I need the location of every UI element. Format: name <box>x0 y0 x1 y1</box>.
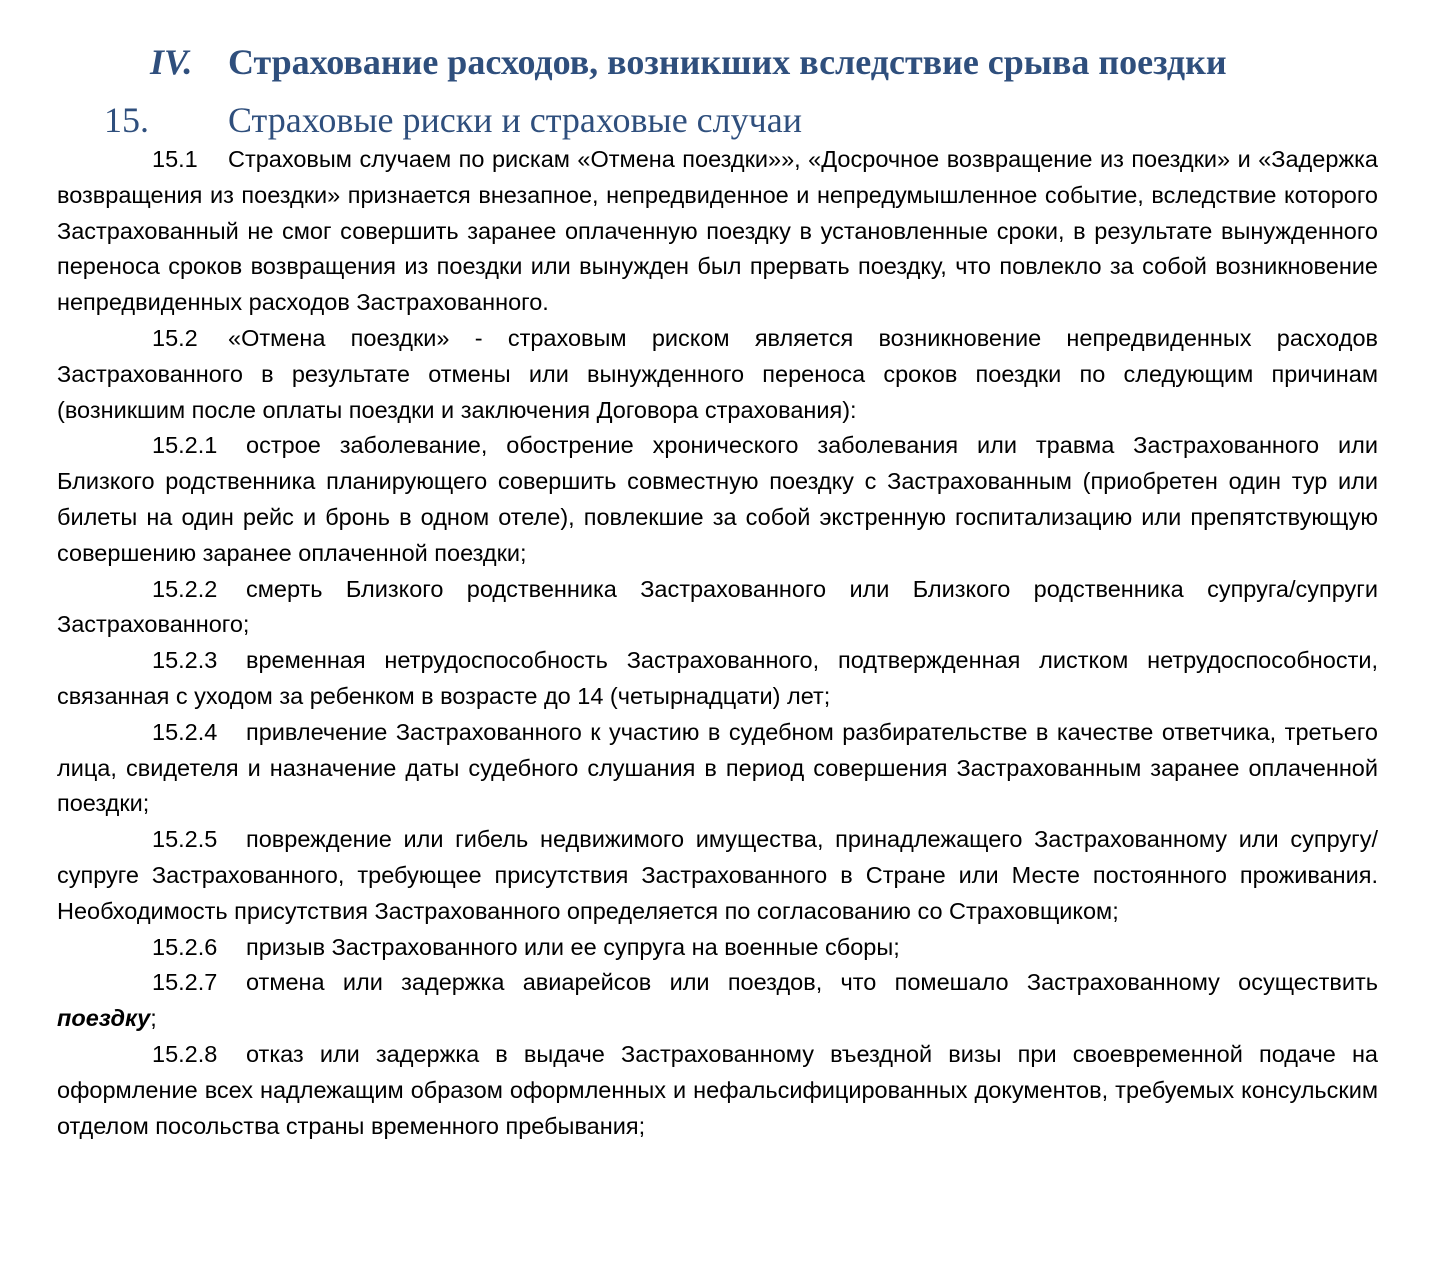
clause-number: 15.2.7 <box>152 969 218 996</box>
clause-number: 15.2.5 <box>152 826 218 853</box>
clause-15-1 <box>57 142 1378 321</box>
clause-number: 15.1 <box>152 146 198 172</box>
clause-number: 15.2.6 <box>152 933 218 960</box>
clause-number: 15.2.4 <box>152 718 218 745</box>
document-body <box>57 142 1378 1144</box>
clause-text: призыв Застрахованного или ее супруга на военные сборы; <box>246 933 900 960</box>
clause-text-tail: ; <box>150 1005 157 1032</box>
clause-text: Страховым случаем по рискам «Отмена поездки»», «Досрочное возвращение из поездки» и «Задержка возвращения из поездки» признается внезапное, непредвиденное и непредумышленное событие, вследствие которого Застрахованный не смог совершить заранее оплаченную поездку в установленные сроки, в результате вынужденного переноса сроков возвращения из поездки или вынужден был прервать поездку, что повлекло за собой возникновение непредвиденных расходов Застрахованного. <box>57 146 1378 316</box>
clause-number: 15.2.8 <box>152 1040 218 1067</box>
clause-text: отмена или задержка авиарейсов или поездов, что помешало Застрахованному осуществить <box>246 969 1378 996</box>
clause-number: 15.2.2 <box>152 575 218 602</box>
clause-text: привлечение Застрахованного к участию в судебном разбирательстве в качестве ответчика, третьего лица, свидетеля и назначение даты судебного слушания в период совершения Застрахованным заранее оплаченной поездки; <box>57 718 1378 817</box>
clause-text: отказ или задержка в выдаче Застрахованному въездной визы при своевременной подаче на оформление всех надлежащим образом оформленных и нефальсифицированных документов, требуемых консульским отделом посольства страны временного пребывания; <box>57 1040 1378 1139</box>
clause-text: временная нетрудоспособность Застрахованного, подтвержденная листком нетрудоспособности, связанная с уходом за ребенком в возрасте до 14 (четырнадцати) лет; <box>57 647 1378 709</box>
subsection-title: Страховые риски и страховые случаи <box>228 100 802 140</box>
clause-text: смерть Близкого родственника Застрахованного или Близкого родственника супруга/супруги Застрахованного; <box>57 575 1378 638</box>
clause-15-2-7 <box>57 965 1378 1037</box>
clause-text: острое заболевание, обострение хронического заболевания или травма Застрахованного или Близкого родственника планирующего совершить совместную поездку с Застрахованным (приобретен один тур или билеты на один рейс и бронь в одном отеле), повлекшие за собой экстренную госпитализацию или препятствующую совершению заранее оплаченной поездки; <box>57 432 1378 566</box>
section-heading <box>150 38 1390 86</box>
section-title: Страхование расходов, возникших вследствие срыва поездки <box>228 42 1227 82</box>
clause-15-2-5 <box>57 822 1378 929</box>
clause-15-2-8 <box>57 1037 1378 1144</box>
section-number: IV. <box>150 42 193 82</box>
clause-number: 15.2.3 <box>152 647 218 674</box>
clause-15-2-2 <box>57 572 1378 644</box>
clause-text: «Отмена поездки» - страховым риском является возникновение непредвиденных расходов Застрахованного в результате отмены или вынужденного переноса сроков поездки по следующим причинам (возникшим после оплаты поездки и заключения Договора страхования): <box>57 324 1378 423</box>
subsection-number: 15. <box>104 100 149 140</box>
clause-text: повреждение или гибель недвижимого имущества, принадлежащего Застрахованному или супругу/супруге Застрахованного, требующее присутствия Застрахованного в Стране или Месте постоянного проживания. Необходимость присутствия Застрахованного определяется по согласованию со Страховщиком; <box>57 826 1378 924</box>
clause-number: 15.2 <box>152 324 198 351</box>
clause-number: 15.2.1 <box>152 432 218 459</box>
subsection-heading <box>104 96 1364 144</box>
clause-15-2 <box>57 321 1378 428</box>
clause-15-2-3 <box>57 643 1378 715</box>
clause-15-2-6 <box>57 930 1378 966</box>
clause-emphasis: поездку <box>57 1005 151 1032</box>
clause-15-2-1 <box>57 428 1378 571</box>
clause-15-2-4 <box>57 715 1378 822</box>
